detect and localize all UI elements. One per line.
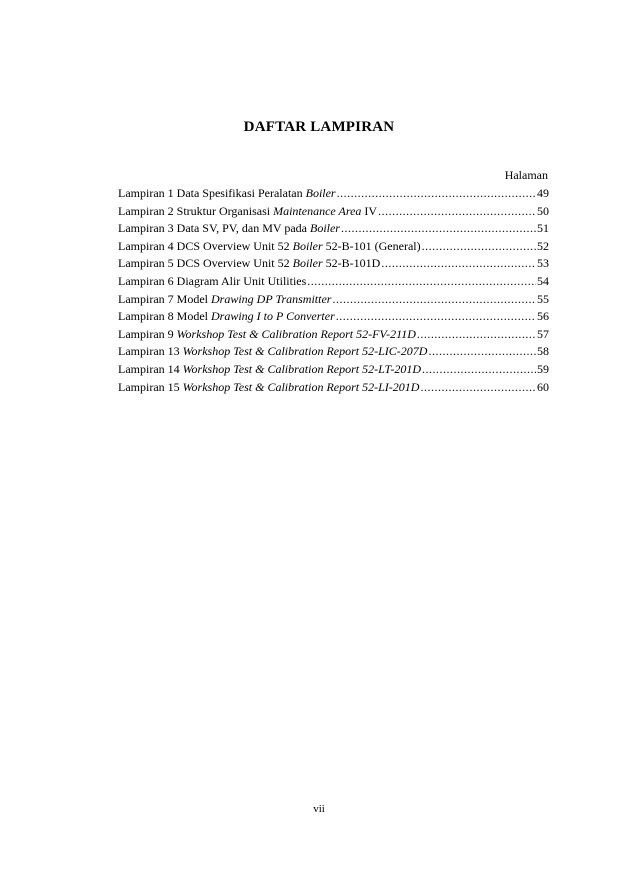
dot-leader — [378, 203, 536, 221]
dot-leader — [428, 343, 536, 361]
appendix-entry-title-part: Workshop Test & Calibration Report 52-LT-201D — [182, 361, 421, 376]
dot-leader — [420, 379, 536, 397]
appendix-entry-title — [118, 379, 419, 397]
appendix-entry-title-part: Lampiran 5 DCS Overview Unit 52 — [118, 256, 293, 271]
appendix-entry-page: 57 — [537, 326, 549, 341]
appendix-entry-title — [118, 255, 380, 273]
appendix-entry-title — [118, 291, 331, 309]
appendix-entry-title-part: IV — [361, 203, 378, 218]
appendix-entry-title-part: Lampiran 15 — [118, 379, 183, 394]
appendix-entry-title — [118, 343, 427, 361]
appendix-entry-page: 55 — [537, 291, 549, 306]
appendix-entry-page: 51 — [537, 221, 549, 236]
page-title: DAFTAR LAMPIRAN — [243, 119, 395, 135]
appendix-entry-title-part: Lampiran 13 — [118, 344, 183, 359]
appendix-entry-title-part: Lampiran 9 — [118, 326, 177, 341]
appendix-entry-page: 58 — [537, 344, 549, 359]
appendix-entry-page: 50 — [537, 203, 549, 218]
appendix-entry-title-part: Boiler — [292, 256, 323, 271]
appendix-entry-title-part: 52-B-101 (General) — [322, 238, 421, 253]
dot-leader — [307, 273, 536, 291]
appendix-entry — [118, 203, 549, 221]
appendix-entry-title-part: Lampiran 14 — [118, 361, 183, 376]
appendix-entry-title-part: Lampiran 3 Data SV, PV, dan MV pada — [118, 221, 310, 236]
appendix-entry-title-part: Boiler — [309, 221, 340, 236]
appendix-entry — [118, 255, 549, 273]
appendix-list — [118, 185, 549, 396]
appendix-entry-title-part: Lampiran 7 Model — [118, 291, 211, 306]
appendix-entry — [118, 361, 549, 379]
appendix-entry-title — [118, 203, 377, 221]
dot-leader — [422, 238, 536, 256]
appendix-entry — [118, 379, 549, 397]
appendix-entry-title — [118, 238, 421, 256]
appendix-entry-page: 52 — [537, 238, 549, 253]
appendix-entry-page: 59 — [537, 361, 549, 376]
appendix-entry-page: 53 — [537, 256, 549, 271]
appendix-entry — [118, 291, 549, 309]
dot-leader — [336, 308, 536, 326]
appendix-entry-title-part: Lampiran 8 Model — [118, 309, 211, 324]
appendix-entry-page: 49 — [537, 186, 549, 200]
appendix-entry-title-part: Boiler — [292, 238, 323, 253]
appendix-entry-title-part: Lampiran 2 Struktur Organisasi — [118, 203, 274, 218]
appendix-entry-title-part: 52-B-101D — [322, 256, 381, 271]
appendix-entry — [118, 220, 549, 238]
appendix-entry-title — [118, 308, 335, 326]
appendix-entry-title — [118, 185, 336, 203]
appendix-entry-title-part: Drawing I to P Converter — [210, 309, 335, 324]
dot-leader — [417, 326, 536, 344]
appendix-entry-title-part: Maintenance Area — [273, 203, 362, 218]
appendix-entry-title — [118, 273, 306, 291]
dot-leader — [332, 291, 536, 309]
dot-leader — [422, 361, 536, 379]
appendix-entry-title-part: Drawing DP Transmitter — [210, 291, 332, 306]
dot-leader — [341, 220, 536, 238]
appendix-entry-title-part: Workshop Test & Calibration Report 52-LI-201D — [182, 379, 420, 394]
appendix-entry-title — [118, 361, 421, 379]
appendix-entry-title-part: Lampiran 6 Diagram Alir Unit Utilities — [118, 273, 307, 288]
appendix-entry — [118, 308, 549, 326]
appendix-entry-page: 54 — [537, 273, 549, 288]
appendix-entry-title-part: Lampiran 1 Data Spesifikasi Peralatan — [118, 186, 306, 200]
appendix-entry-title-part: Boiler — [305, 186, 336, 200]
appendix-entry-title-part: Workshop Test & Calibration Report 52-FV-211D — [176, 326, 416, 341]
dot-leader — [381, 255, 536, 273]
appendix-entry-page: 60 — [537, 379, 549, 394]
appendix-entry-title — [118, 220, 340, 238]
appendix-entry — [118, 343, 549, 361]
appendix-entry-title-part: Lampiran 4 DCS Overview Unit 52 — [118, 238, 293, 253]
appendix-entry-title — [118, 326, 416, 344]
appendix-entry — [118, 238, 549, 256]
appendix-entry-page: 56 — [537, 309, 549, 324]
dot-leader — [337, 185, 536, 203]
appendix-entry — [118, 185, 549, 203]
page-number: vii — [313, 803, 325, 815]
appendix-entry-title-part: Workshop Test & Calibration Report 52-LIC-207D — [182, 344, 428, 359]
page-column-label: Halaman — [504, 168, 548, 182]
appendix-entry — [118, 273, 549, 291]
appendix-entry — [118, 326, 549, 344]
